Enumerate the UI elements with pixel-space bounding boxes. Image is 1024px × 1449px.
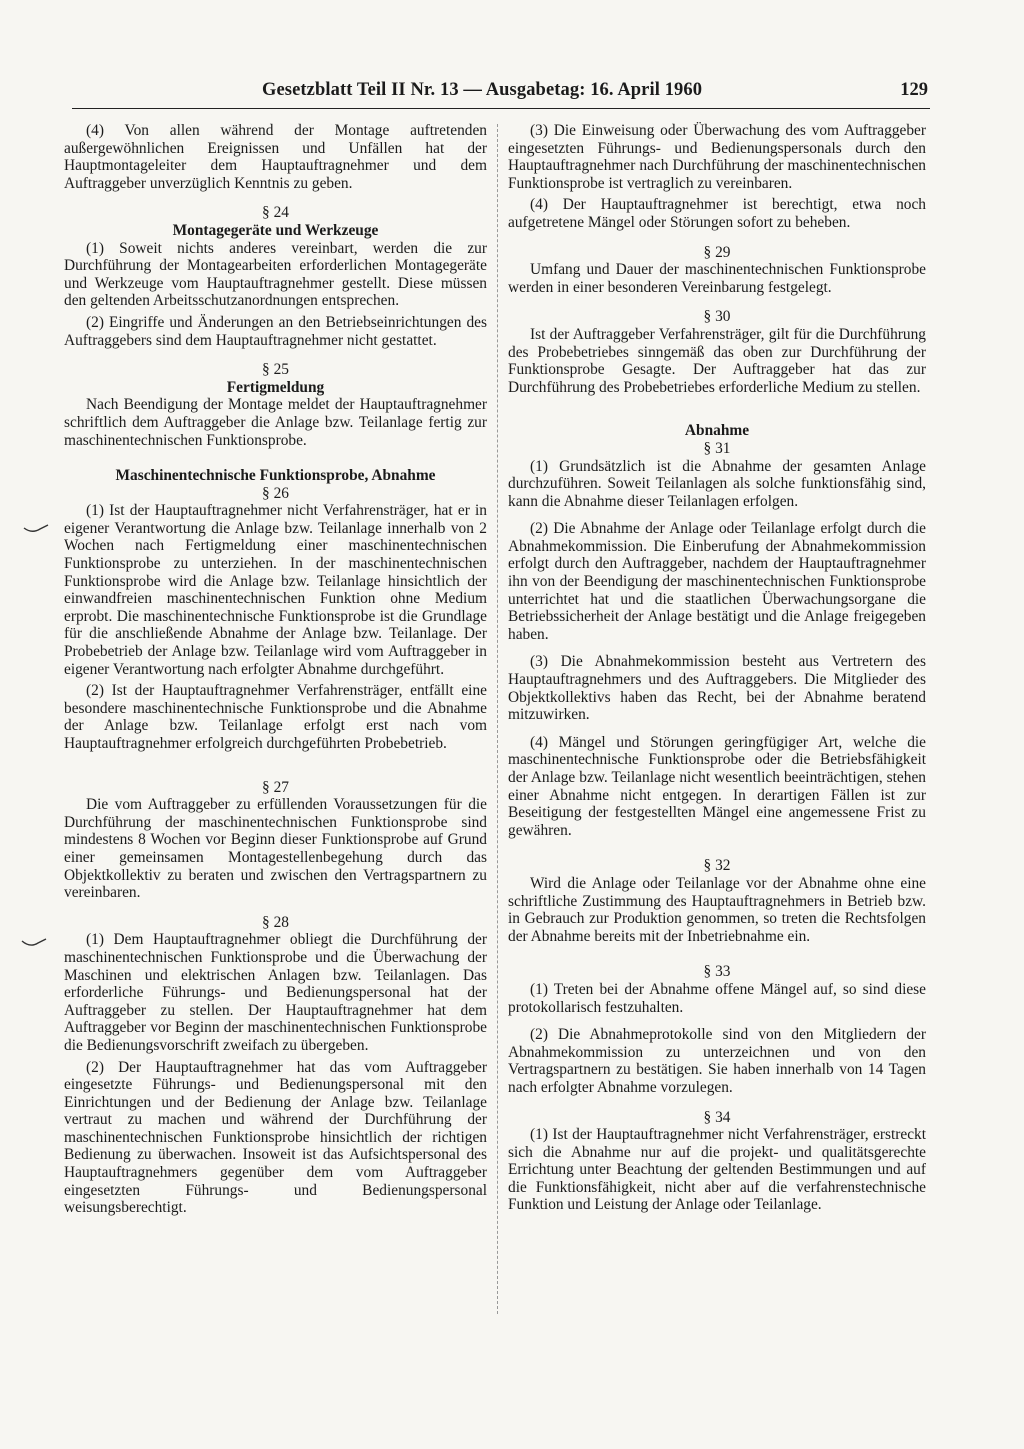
- paragraph: Wird die Anlage oder Teilanlage vor der Abnahme ohne eine schriftliche Zustimmung des Hauptauftragnehmers in Betrieb bzw. in Gebrauch zur Produktion genommen, so treten die Rechtsfolgen der Abnahme bereits mit der Inbetriebnahme ein.: [508, 874, 926, 945]
- paragraph: Nach Beendigung der Montage meldet der Hauptauftragnehmer schriftlich dem Auftraggeber die Anlage bzw. Teilanlage fertig zur maschinentechnischen Funktionsprobe.: [64, 396, 487, 449]
- paragraph: (1) Treten bei der Abnahme offene Mängel auf, so sind diese protokollarisch festzuhalten.: [508, 980, 926, 1016]
- paragraph: Ist der Auftraggeber Verfahrensträger, gilt für die Durchführung des Probebetriebes sinngemäß das oben zur Durchführung der Funktionsprobe Gesagte. Der Auftraggeber hat das zur Durchführung des Probebetriebes erforderliche Medium zu stellen.: [508, 325, 926, 396]
- paragraph: Die vom Auftraggeber zu erfüllenden Voraussetzungen für die Durchführung der maschinentechnischen Funktionsprobe sind mindestens 8 Wochen vor Beginn dieser Funktionsprobe auf Grund einer gemeinsamen Montagestellenbegehung durch das Objektkollektiv zu beraten und zwischen den Vertragspartnern zu vereinbaren.: [64, 796, 487, 902]
- right-column: [508, 122, 926, 1214]
- section-heading: Montagegeräte und Werkzeuge: [172, 221, 379, 239]
- page-header: [72, 80, 930, 109]
- paragraph: (1) Dem Hauptauftragnehmer obliegt die Durchführung der maschinentechnischen Funktionsprobe und die Überwachung der Maschinen und elektrischen Anlagen bzw. Teilanlagen. Das erforderliche Führungs- und Bedienungspersonal hat der Auftraggeber zu stellen. Der Hauptauftragnehmer hat dem Auftraggeber vor Beginn der maschinentechnischen Funktionsprobe die Bedienungsvorschrift zweifach zu übergeben.: [64, 931, 487, 1054]
- section-number: § 28: [262, 913, 289, 931]
- section-number: § 31: [703, 439, 731, 457]
- paragraph: (1) Ist der Hauptauftragnehmer nicht Verfahrensträger, hat er in eigener Verantwortung die Anlage bzw. Teilanlage innerhalb von 2 Wochen nach Fertigmeldung einer maschinentechnischen Funktionsprobe zu unterziehen. In der maschinentechnischen Funktionsprobe wird die Anlage bzw. Teilanlage hinsichtlich der einwandfreien maschinentechnischen Funktion ohne Medium erprobt. Die maschinentechnische Funktionsprobe ist die Grundlage für die anschließende Abnahme der Anlage bzw. Teilanlage. Der Probebetrieb der Anlage bzw. Teilanlage wird vom Auftraggeber in eigener Verantwortung nach erfolgter Abnahme durchgeführt.: [64, 502, 487, 678]
- paragraph: (3) Die Einweisung oder Überwachung des vom Auftraggeber eingesetzten Führungs- und Bedienungspersonals durch den Hauptauftragnehmer nach Durchführung der maschinentechnischen Funktionsprobe ist vertraglich zu vereinbaren.: [508, 122, 926, 192]
- paragraph: (2) Die Abnahme der Anlage oder Teilanlage erfolgt durch die Abnahmekommission. Die Einberufung der Abnahmekommission erfolgt durch den Auftraggeber, nachdem der Hauptauftragnehmer ihn von der Beendigung der maschinentechnischen Funktionsprobe unterrichtet hat und die staatlichen Überwachungsorgane die Betriebssicherheit der Anlage bestätigt und die Anlage freigegeben haben.: [508, 520, 926, 643]
- margin-pencil-mark: [20, 936, 48, 950]
- section-number: § 32: [703, 857, 731, 875]
- paragraph: (4) Von allen während der Montage auftretenden außergewöhnlichen Ereignissen und Unfällen hat der Hauptmontageleiter dem Hauptauftragnehmer und dem Auftraggeber unverzüglich Kenntnis zu geben.: [64, 122, 487, 192]
- paragraph: Umfang und Dauer der maschinentechnischen Funktionsprobe werden in einer besonderen Vereinbarung festgelegt.: [508, 261, 926, 296]
- section-number: § 33: [703, 963, 731, 981]
- section-number: § 24: [262, 204, 289, 222]
- section-number: § 25: [262, 361, 289, 379]
- section-number: § 34: [703, 1108, 731, 1126]
- header-title: Gesetzblatt Teil II Nr. 13 — Ausgabetag: 16. April 1960: [262, 80, 703, 100]
- paragraph: (1) Soweit nichts anderes vereinbart, werden die zur Durchführung der Montagearbeiten erforderlichen Montagegeräte und Werkzeuge vom Hauptauftragnehmer gestellt. Diese müssen den geltenden Arbeitsschutzanordnungen entsprechen.: [64, 239, 487, 310]
- paragraph: (4) Der Hauptauftragnehmer ist berechtigt, etwa noch aufgetretene Mängel oder Störungen sofort zu beheben.: [508, 196, 926, 231]
- paragraph: (2) Die Abnahmeprotokolle sind von den Mitgliedern der Abnahmekommission zu unterzeichnen und von den Vertragspartnern zu bestätigen. Sie haben innerhalb von 14 Tagen nach erfolgter Abnahme vorzulegen.: [508, 1026, 926, 1096]
- section-heading: Maschinentechnische Funktionsprobe, Abnahme: [115, 467, 436, 485]
- column-divider: [497, 124, 498, 1314]
- paragraph: (2) Ist der Hauptauftragnehmer Verfahrensträger, entfällt eine besondere maschinentechnische Funktionsprobe und die Abnahme der Anlage bzw. Teilanlage erfolgt erst nach vom Hauptauftragnehmer erfolgreich durchgeführten Probebetrieb.: [64, 682, 487, 752]
- paragraph: (2) Der Hauptauftragnehmer hat das vom Auftraggeber eingesetzte Führungs- und Bedienungspersonal mit den Einrichtungen und der Bedienung der Anlage bzw. Teilanlage vertraut zu machen und während der Durchführung der maschinentechnischen Funktionsprobe hinsichtlich der richtigen Bedienung zu überwachen. Insoweit ist das Aufsichtspersonal des Hauptauftragnehmers gegenüber dem vom Auftraggeber eingesetzten Führungs- und Bedienungspersonal weisungsberechtigt.: [64, 1058, 487, 1217]
- left-column: [64, 122, 487, 1217]
- section-number: § 27: [262, 778, 289, 796]
- paragraph: (1) Grundsätzlich ist die Abnahme der gesamten Anlage durchzuführen. Soweit Teilanlagen als solche funktionsfähig sind, kann die Abnahme dieser Teilanlagen erfolgen.: [508, 457, 926, 510]
- section-number: § 26: [262, 484, 289, 502]
- paragraph: (2) Eingriffe und Änderungen an den Betriebseinrichtungen des Auftraggebers sind dem Hauptauftragnehmer nicht gestattet.: [64, 313, 487, 349]
- margin-pencil-mark: [22, 522, 50, 536]
- paragraph: (1) Ist der Hauptauftragnehmer nicht Verfahrensträger, erstreckt sich die Abnahme nur auf die projekt- und qualitätsgerechte Errichtung unter Beachtung der geltenden Bestimmungen und auf die Funktionsfähigkeit, nicht aber auf die verfahrenstechnische Funktion und Leistung der Anlage oder Teilanlage.: [508, 1126, 926, 1214]
- page-number: 129: [900, 80, 928, 100]
- section-number: § 30: [703, 308, 731, 326]
- paragraph: (4) Mängel und Störungen geringfügiger Art, welche die maschinentechnische Funktionsprobe oder die Betriebsfähigkeit der Anlage bzw. Teilanlage nicht wesentlich beeinträchtigen, stehen einer Abnahme nicht entgegen. In derartigen Fällen ist zur Beseitigung der festgestellten Mängel eine angemessene Frist zu gewähren.: [508, 733, 926, 839]
- paragraph: (3) Die Abnahmekommission besteht aus Vertretern des Hauptauftragnehmers und des Auftraggebers. Die Mitglieder des Objektkollektivs haben das Recht, bei der Abnahme beratend mitzuwirken.: [508, 653, 926, 724]
- section-number: § 29: [703, 243, 731, 261]
- section-heading: Fertigmeldung: [226, 378, 325, 396]
- section-heading: Abnahme: [684, 422, 750, 440]
